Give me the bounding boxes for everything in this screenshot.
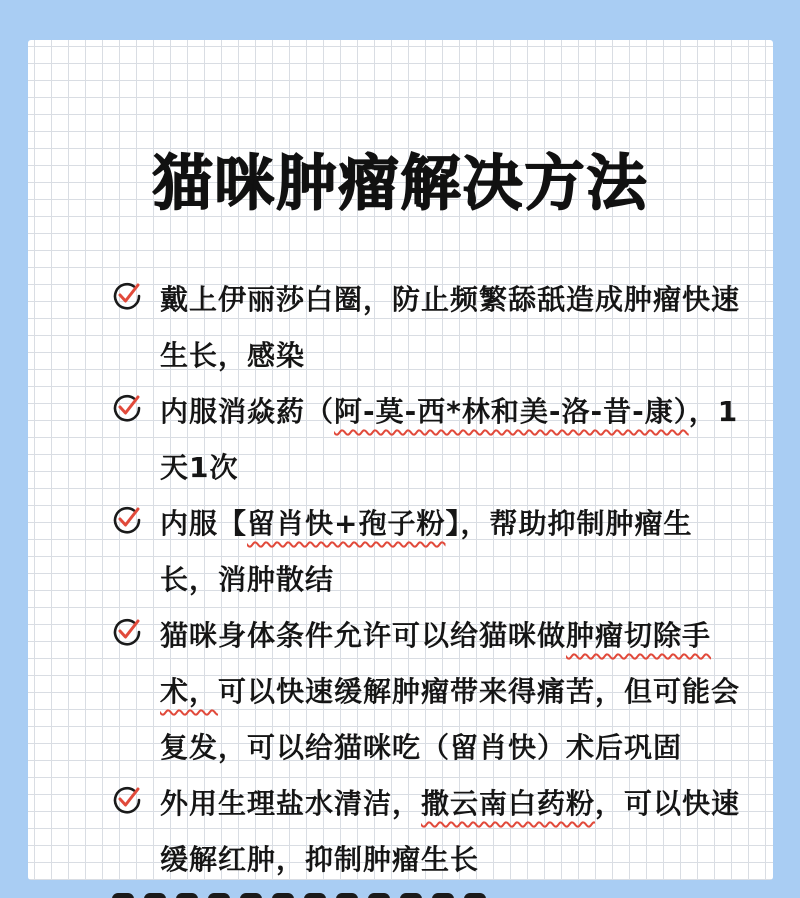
text-segment: 可以快速缓解肿瘤带来得痛苦，但可能会复发，可以给猫咪吃（留肖快）术后巩固 — [160, 675, 741, 764]
list-item — [112, 608, 762, 776]
list-item-text — [160, 384, 750, 496]
list-item — [112, 384, 762, 496]
highlighted-text: 留肖快+孢子粉 — [247, 507, 446, 540]
text-segment: ，可以快速缓解红肿，抑制肿瘤生长 — [160, 787, 741, 876]
check-circle-icon — [112, 617, 142, 647]
text-segment: 内服【 — [160, 507, 248, 540]
text-segment: 内服消焱葯（ — [160, 395, 335, 428]
method-list — [112, 272, 762, 888]
list-item — [112, 496, 762, 608]
list-item-text — [160, 608, 750, 776]
text-segment: 猫咪身体条件允许可以给猫咪做 — [160, 619, 567, 652]
highlighted-text: 肿瘤切除手术， — [160, 619, 712, 708]
page-title: 猫咪肿瘤解决方法 — [152, 149, 649, 219]
check-circle-icon — [112, 281, 142, 311]
list-item-text — [160, 776, 750, 888]
check-circle-icon — [112, 505, 142, 535]
text-segment: ，1天1次 — [160, 395, 739, 484]
list-item — [112, 776, 762, 888]
text-segment: 】，帮助抑制肿瘤生长，消肿散结 — [160, 507, 693, 596]
list-item-text — [160, 272, 750, 384]
check-circle-icon — [112, 393, 142, 423]
highlighted-text: 撒云南白药粉 — [421, 787, 596, 820]
highlighted-text: 阿-莫-西*林和美-洛-昔-康） — [334, 395, 689, 428]
text-segment: 外用生理盐水清洁， — [160, 787, 422, 820]
text-segment: 戴上伊丽莎白圈，防止频繁舔舐造成肿瘤快速生长，感染 — [160, 283, 741, 372]
content-card — [28, 40, 773, 880]
list-item-text — [160, 496, 750, 608]
cut-off-next-item — [112, 888, 592, 898]
list-item — [112, 272, 762, 384]
check-circle-icon — [112, 785, 142, 815]
